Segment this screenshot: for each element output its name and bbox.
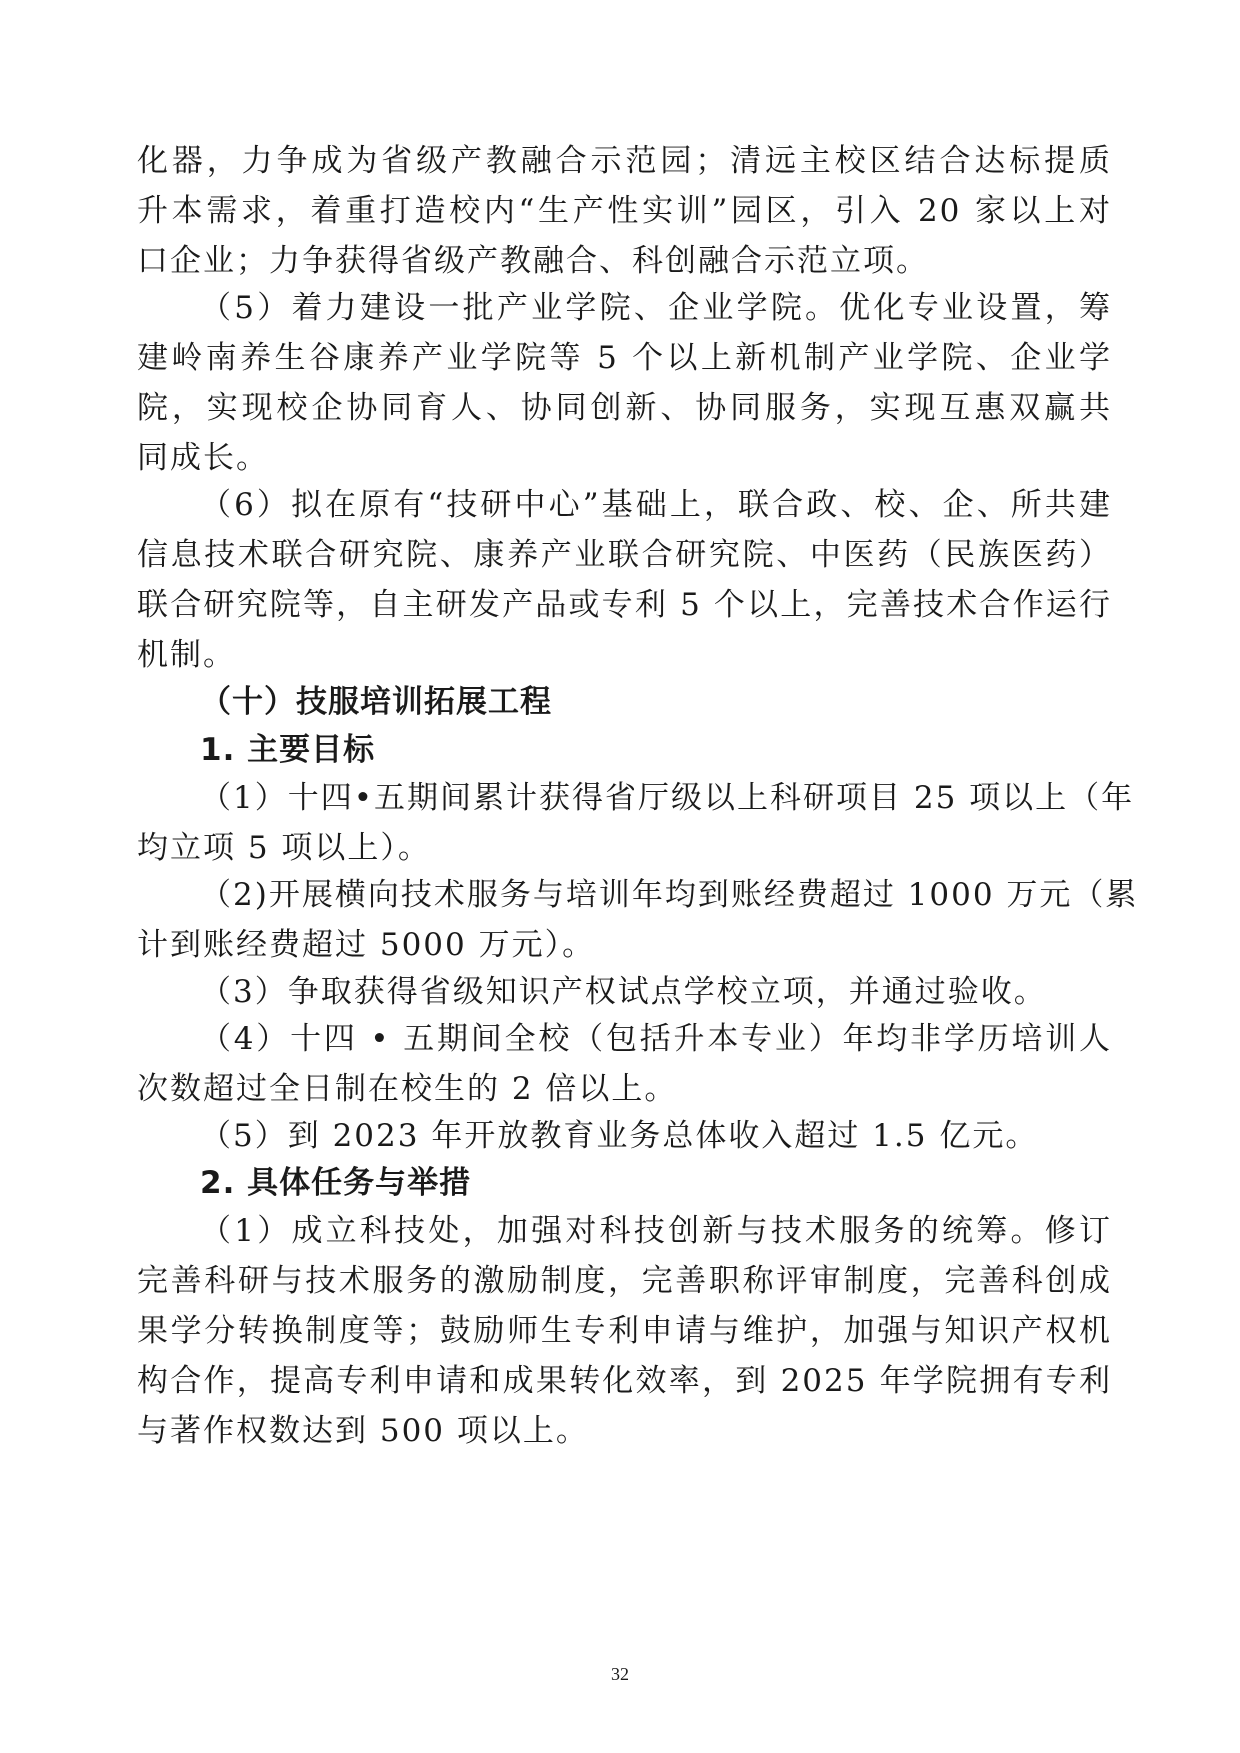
paragraph-line: （4）十四 • 五期间全校（包括升本专业）年均非学历培训人 — [200, 1021, 1112, 1057]
paragraph-line: 机制。 — [137, 637, 236, 673]
paragraph-line: （5）着力建设一批产业学院、企业学院。优化专业设置，筹 — [200, 290, 1112, 326]
paragraph-line: 完善科研与技术服务的激励制度，完善职称评审制度，完善科创成 — [137, 1263, 1112, 1299]
paragraph-line: 院，实现校企协同育人、协同创新、协同服务，实现互惠双赢共 — [137, 390, 1112, 426]
paragraph-line: 联合研究院等，自主研发产品或专利 5 个以上，完善技术合作运行 — [137, 587, 1112, 623]
subsection-heading: 2. 具体任务与举措 — [200, 1165, 472, 1201]
paragraph-line: 信息技术联合研究院、康养产业联合研究院、中医药（民族医药） — [137, 537, 1112, 573]
paragraph-line: 化器，力争成为省级产教融合示范园；清远主校区结合达标提质 — [137, 143, 1112, 179]
paragraph-line: （5）到 2023 年开放教育业务总体收入超过 1.5 亿元。 — [200, 1118, 1039, 1154]
subsection-heading: 1. 主要目标 — [200, 732, 376, 768]
paragraph-line: 计到账经费超过 5000 万元）。 — [137, 927, 596, 963]
page-number: 32 — [611, 1664, 629, 1684]
paragraph-line: 口企业；力争获得省级产教融合、科创融合示范立项。 — [137, 243, 929, 279]
paragraph-line: 建岭南养生谷康养产业学院等 5 个以上新机制产业学院、企业学 — [137, 340, 1112, 376]
paragraph-line: （1）十四•五期间累计获得省厅级以上科研项目 25 项以上（年 — [200, 780, 1135, 816]
paragraph-line: （3）争取获得省级知识产权试点学校立项，并通过验收。 — [200, 974, 1047, 1010]
paragraph-line: 果学分转换制度等；鼓励师生专利申请与维护，加强与知识产权机 — [137, 1313, 1112, 1349]
paragraph-line: （2)开展横向技术服务与培训年均到账经费超过 1000 万元（累 — [200, 877, 1139, 913]
section-heading: （十）技服培训拓展工程 — [200, 684, 552, 720]
paragraph-line: 升本需求，着重打造校内“生产性实训”园区，引入 20 家以上对 — [137, 193, 1112, 229]
paragraph-line: （1）成立科技处，加强对科技创新与技术服务的统筹。修订 — [200, 1213, 1112, 1249]
paragraph-line: 次数超过全日制在校生的 2 倍以上。 — [137, 1071, 678, 1107]
paragraph-line: （6）拟在原有“技研中心”基础上，联合政、校、企、所共建 — [200, 487, 1112, 523]
paragraph-line: 构合作，提高专利申请和成果转化效率，到 2025 年学院拥有专利 — [137, 1363, 1112, 1399]
paragraph-line: 与著作权数达到 500 项以上。 — [137, 1413, 589, 1449]
paragraph-line: 均立项 5 项以上）。 — [137, 830, 431, 866]
paragraph-line: 同成长。 — [137, 440, 269, 476]
